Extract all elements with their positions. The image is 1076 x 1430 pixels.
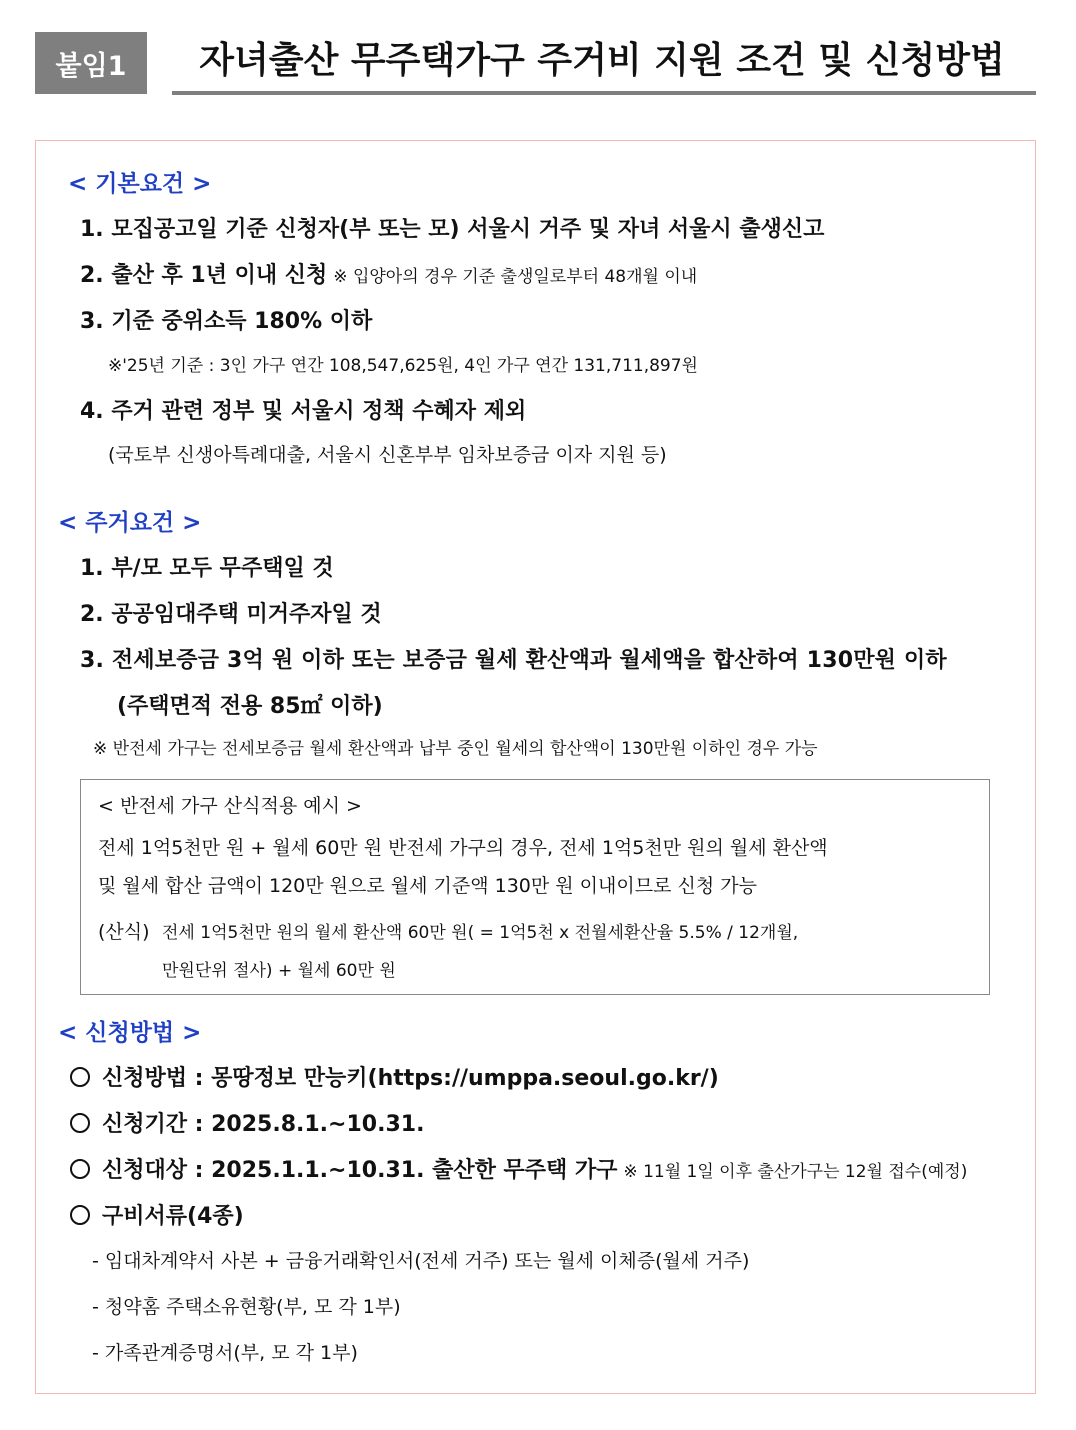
example-line-2: 및 월세 합산 금액이 120만 원으로 월세 기준액 130만 원 이내이므로 신청 가능 [98,875,757,897]
example-title: < 반전세 가구 산식적용 예시 > [98,795,362,817]
housing-item-1: 1. 부/모 모두 무주택일 것 [80,556,334,581]
housing-heading: < 주거요건 > [58,510,202,536]
example-line-1: 전세 1억5천만 원 + 월세 60만 원 반전세 가구의 경우, 전세 1억5천만 원의 월세 환산액 [98,837,828,859]
basic-item-3: 3. 기준 중위소득 180% 이하 [80,309,373,334]
basic-item-4-note: (국토부 신생아특례대출, 서울시 신혼부부 임차보증금 이자 지원 등) [108,444,667,466]
circle-bullet-icon [70,1205,90,1225]
attachment-badge: 붙임1 [35,32,147,94]
apply-period [70,1111,424,1139]
housing-item-2: 2. 공공임대주택 미거주자일 것 [80,602,382,627]
apply-target-note: ※ 11월 1일 이후 출산가구는 12월 접수(예정) [623,1162,968,1182]
example-formula-2: 만원단위 절사) + 월세 60만 원 [162,961,396,981]
apply-method-text: 신청방법 : 몽땅정보 만능키(https://umppa.seoul.go.kr/) [102,1066,719,1091]
apply-heading: < 신청방법 > [58,1020,202,1046]
title-underline [172,91,1036,95]
basic-item-4: 4. 주거 관련 정부 및 서울시 정책 수혜자 제외 [80,399,527,424]
housing-item-3: 3. 전세보증금 3억 원 이하 또는 보증금 월세 환산액과 월세액을 합산하여 130만원 이하 [80,648,947,673]
basic-item-2-note: ※ 입양아의 경우 기준 출생일로부터 48개월 이내 [333,267,698,287]
basic-item-3-note: ※'25년 기준 : 3인 가구 연간 108,547,625원, 4인 가구 연간 131,711,897원 [108,356,698,376]
apply-method [70,1065,719,1093]
example-formula-label: (산식) [98,921,150,943]
doc-item-1: - 임대차계약서 사본 + 금융거래확인서(전세 거주) 또는 월세 이체증(월세 거주) [92,1250,750,1272]
doc-item-3: - 가족관계증명서(부, 모 각 1부) [92,1342,358,1364]
apply-target [70,1157,967,1185]
apply-docs [70,1203,244,1231]
example-formula-1: 전세 1억5천만 원의 월세 환산액 60만 원( = 1억5천 x 전월세환산율 5.5% / 12개월, [162,923,799,943]
page-title: 자녀출산 무주택가구 주거비 지원 조건 및 신청방법 [199,40,1005,81]
basic-item-2-text: 2. 출산 후 1년 이내 신청 [80,263,328,288]
housing-note: ※ 반전세 가구는 전세보증금 월세 환산액과 납부 중인 월세의 합산액이 130만원 이하인 경우 가능 [93,739,818,759]
circle-bullet-icon [70,1159,90,1179]
basic-heading: < 기본요건 > [68,171,212,197]
apply-docs-text: 구비서류(4종) [102,1204,244,1229]
doc-item-2: - 청약홈 주택소유현황(부, 모 각 1부) [92,1296,401,1318]
apply-target-text: 신청대상 : 2025.1.1.~10.31. 출산한 무주택 가구 [102,1158,618,1183]
apply-period-text: 신청기간 : 2025.8.1.~10.31. [102,1112,425,1137]
circle-bullet-icon [70,1113,90,1133]
basic-item-1: 1. 모집공고일 기준 신청자(부 또는 모) 서울시 거주 및 자녀 서울시 출생신고 [80,217,825,242]
housing-item-3-cont: (주택면적 전용 85㎡ 이하) [117,694,383,719]
circle-bullet-icon [70,1067,90,1087]
basic-item-2 [80,262,697,290]
